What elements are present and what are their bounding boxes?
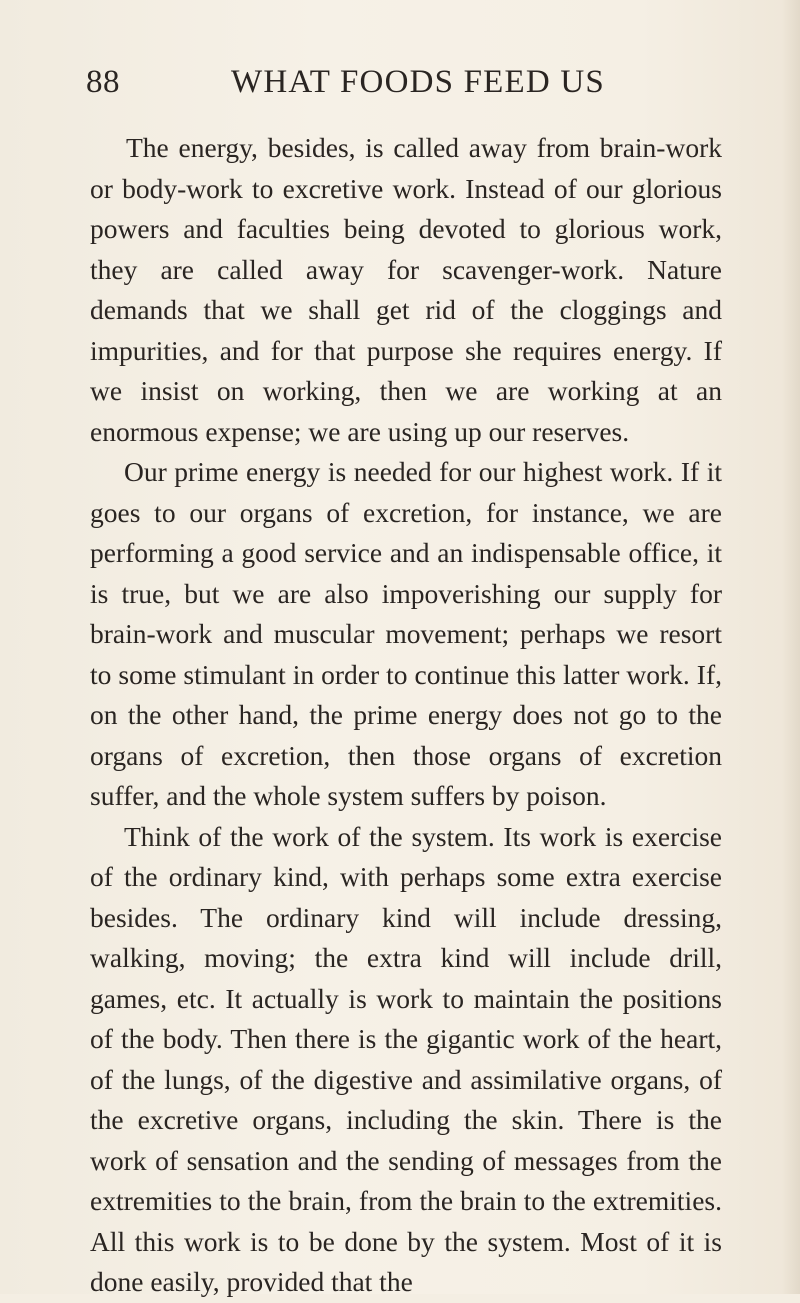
page-edge-shadow <box>782 0 800 1294</box>
paragraph-2: Our prime energy is needed for our highest work. If it goes to our organs of excretion, for instance, we are performing a good service and an indispensable office, it is true, but we are also impoverishing our supply for brain-work and muscular movement; perhaps we resort to some stimulant in order to continue this latter work. If, on the other hand, the prime energy does not go to the organs of excretion, then those organs of excretion suffer, and the whole system suffers by poison. <box>90 456 722 811</box>
body-text <box>90 128 722 1303</box>
paragraph-3: Think of the work of the system. Its work is exercise of the ordinary kind, with perhaps some extra exercise besides. The ordinary kind will include dressing, walking, moving; the extra kind will include drill, games, etc. It actually is work to maintain the positions of the body. Then there is the gigantic work of the heart, of the lungs, of the digestive and assimilative organs, of the excretive organs, including the skin. There is the work of sensation and the sending of messages from the extremities to the brain, from the brain to the extremities. All this work is to be done by the system. Most of it is done easily, provided that the <box>90 820 722 1297</box>
paragraph-1: The energy, besides, is called away from brain-work or body-work to excretive work. Instead of our glorious powers and faculties being devoted to glorious work, they are called away for scavenger-work. Nature demands that we shall get rid of the cloggings and impurities, and for that purpose she requires energy. If we insist on working, then we are working at an enormous expense; we are using up our reserves. <box>90 132 722 447</box>
running-head: WHAT FOODS FEED US <box>231 64 605 100</box>
page-header <box>86 64 720 114</box>
page-number: 88 <box>86 64 120 100</box>
